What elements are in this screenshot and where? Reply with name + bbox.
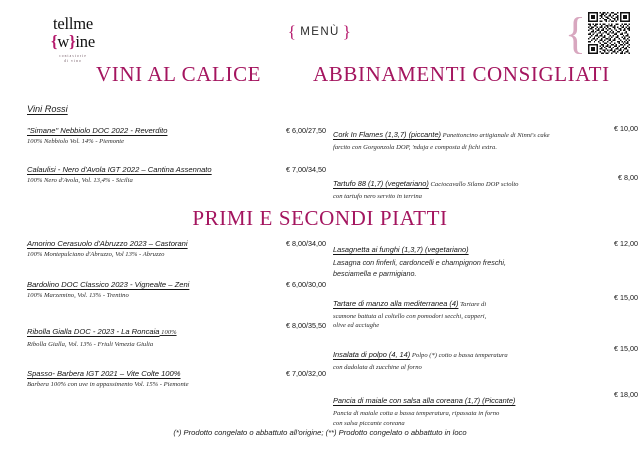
dish-name-row: [333, 344, 562, 362]
wine-item[interactable]: [27, 126, 327, 147]
dish-item-text: [333, 293, 640, 331]
wine-item[interactable]: [27, 280, 327, 301]
pairing-item-text: [333, 173, 640, 202]
logo-w: w: [57, 31, 70, 51]
wine-description: 100% Marzemino, Vol. 13% - Trentino: [27, 292, 129, 300]
dish-item-text: [333, 239, 640, 280]
decorative-brace: {: [564, 8, 586, 58]
wine-price: € 8,00/35,50: [286, 320, 326, 330]
pairing-name-row: [333, 173, 562, 191]
wine-item-text: [27, 126, 327, 147]
dish-name-row: [333, 293, 562, 311]
dish-name: Insalata di polpo (4, 14): [333, 349, 411, 359]
dish-name: Lasagnetta ai funghi (1,3,7) (vegetariano): [333, 245, 469, 254]
footer-note: (*) Prodotto congelato o abbattuto all'origine; (**) Prodotto congelato o abbattuto in loco: [173, 428, 467, 437]
wine-name: Amorino Cerasuolo d'Abruzzo 2023 – Castorani: [27, 239, 188, 248]
page-header: [0, 0, 640, 62]
wine-item-text: [27, 165, 327, 186]
qr-code-icon[interactable]: [588, 12, 630, 54]
wine-description: 100% Nebbiolo Vol. 14% - Piemonte: [27, 138, 125, 146]
dish-description-line: besciamella e parmigiano.: [333, 268, 417, 278]
wine-name: "Simane" Nebbiolo DOC 2022 - Reverdito: [27, 126, 168, 135]
pairing-name: Tartufo 88 (1,7) (vegetariano): [333, 178, 429, 188]
wine-description: Ribolla Gialla, Vol. 13% - Friuli Venezia Giulia: [27, 340, 154, 348]
menu-brace-open: {: [287, 22, 298, 41]
wine-item[interactable]: [27, 239, 327, 260]
dishes-bottom-column: [333, 239, 640, 439]
pairing-description-inline: Panettoncino artigianale di Ninni's cake: [441, 132, 550, 139]
wine-item-text: [27, 369, 327, 390]
menu-label: MENÙ: [300, 26, 340, 38]
dish-price: € 15,00: [614, 292, 638, 302]
dish-item-text: [333, 344, 640, 373]
wine-price: € 7,00/32,00: [286, 369, 326, 379]
pairing-description-inline: Caciocavallo Silano DOP sciolto: [428, 180, 519, 188]
dish-item[interactable]: [333, 293, 640, 331]
dish-description-inline: Polpo (*) cotto a bassa temperatura: [410, 351, 508, 359]
pairing-item-text: [333, 124, 640, 153]
dish-item[interactable]: [333, 239, 640, 280]
dish-name: Tartare di manzo alla mediterranea (4): [333, 298, 459, 308]
pairing-description: con tartufo nero servito in terrina: [333, 192, 422, 200]
subheading-vini-rossi: Vini Rossi: [27, 104, 68, 114]
dish-description-line: Lasagna con finferli, cardoncelli e champignon freschi,: [333, 258, 506, 267]
dish-name-row: [333, 239, 562, 257]
wine-name: Bardolino DOC Classico 2023 - Vignealte – Zeni: [27, 279, 190, 289]
wine-item-text: [27, 321, 327, 350]
dish-description-line: scamone battuta al coltello con pomodori secchi, capperi,: [333, 312, 487, 320]
logo-subtitle-line-two: di vino: [64, 59, 82, 64]
dish-name: Pancia di maiale con salsa alla coreana (1,7) (Piccante): [333, 396, 516, 406]
pairing-price: € 8,00: [618, 172, 638, 182]
wine-item-text: [27, 239, 327, 260]
dish-price: € 15,00: [614, 343, 638, 353]
wine-item-text: [27, 280, 327, 301]
dish-price: € 18,00: [614, 390, 638, 400]
pairing-name: Cork In Flames (1,3,7) (piccante): [333, 130, 442, 139]
pairing-item[interactable]: [333, 173, 640, 202]
menu-title: [0, 22, 640, 42]
section-title-abbinamenti: ABBINAMENTI CONSIGLIATI: [313, 62, 610, 86]
wine-item[interactable]: [27, 369, 327, 390]
pairing-price: € 10,00: [614, 124, 638, 133]
wine-description: Barbera 100% con uve in appassimento Vol. 15% - Piemonte: [27, 381, 189, 389]
section-title-primi-secondi: PRIMI E SECONDI PIATTI: [192, 206, 448, 230]
wine-description: 100% Montepulciano d'Abruzzo, Vol 13% - Abruzzo: [27, 251, 165, 259]
dish-description-line: olive ed acciughe: [333, 322, 380, 330]
dish-item[interactable]: [333, 390, 640, 428]
logo-brace-close: }: [69, 31, 76, 51]
wine-name-suffix: 100%: [159, 328, 177, 336]
wine-description: 100% Nero d'Avola, Vol. 13,4% - Sicilia: [27, 177, 133, 185]
pairing-description: farcito con Gorgonzola DOP, 'nduja e composta di fichi extra.: [333, 144, 497, 151]
dish-price: € 12,00: [614, 239, 638, 248]
wine-name: Spasso- Barbera IGT 2021 – Vite Colte 100%: [27, 369, 181, 379]
dish-description-inline: Tartare di: [458, 300, 487, 308]
wine-price: € 6,00/27,50: [286, 126, 326, 135]
logo-me: me: [73, 14, 94, 33]
wine-name: Calaulisi - Nero d'Avola IGT 2022 – Cantina Assennato: [27, 164, 212, 174]
dish-item-text: [333, 390, 640, 428]
wine-name-row: [27, 321, 249, 339]
pairings-top-column: [333, 124, 640, 212]
wine-item[interactable]: [27, 165, 327, 186]
qr-section: [564, 8, 630, 58]
pairing-item[interactable]: [333, 124, 640, 153]
wine-price: € 7,00/34,50: [286, 164, 326, 174]
dish-description-line: con dadolata di zucchine al forno: [333, 363, 422, 371]
wine-price: € 8,00/34,00: [286, 239, 326, 248]
dish-name-row: [333, 390, 562, 408]
logo-tell: tell: [52, 14, 74, 33]
logo-ine: ine: [75, 31, 95, 51]
wine-name: Ribolla Gialla DOC - 2023 - La Roncaia: [27, 326, 160, 336]
wines-bottom-column: [27, 239, 327, 401]
wine-item[interactable]: [27, 321, 327, 350]
wines-top-column: [27, 104, 327, 197]
dish-item[interactable]: [333, 344, 640, 373]
dish-description-line: Pancia di maiale cotta a bassa temperatura, ripassata in forno: [333, 410, 500, 418]
section-title-vini-al-calice: VINI AL CALICE: [96, 62, 262, 86]
wine-price: € 6,00/30,00: [286, 279, 326, 289]
dish-description-line: con salsa piccante coreana: [333, 419, 405, 427]
logo-subtitle-line-one: contastorie: [59, 54, 87, 58]
logo-brace-open: {: [51, 31, 58, 51]
pairing-name-row: [333, 124, 562, 142]
menu-brace-close: }: [342, 22, 353, 41]
